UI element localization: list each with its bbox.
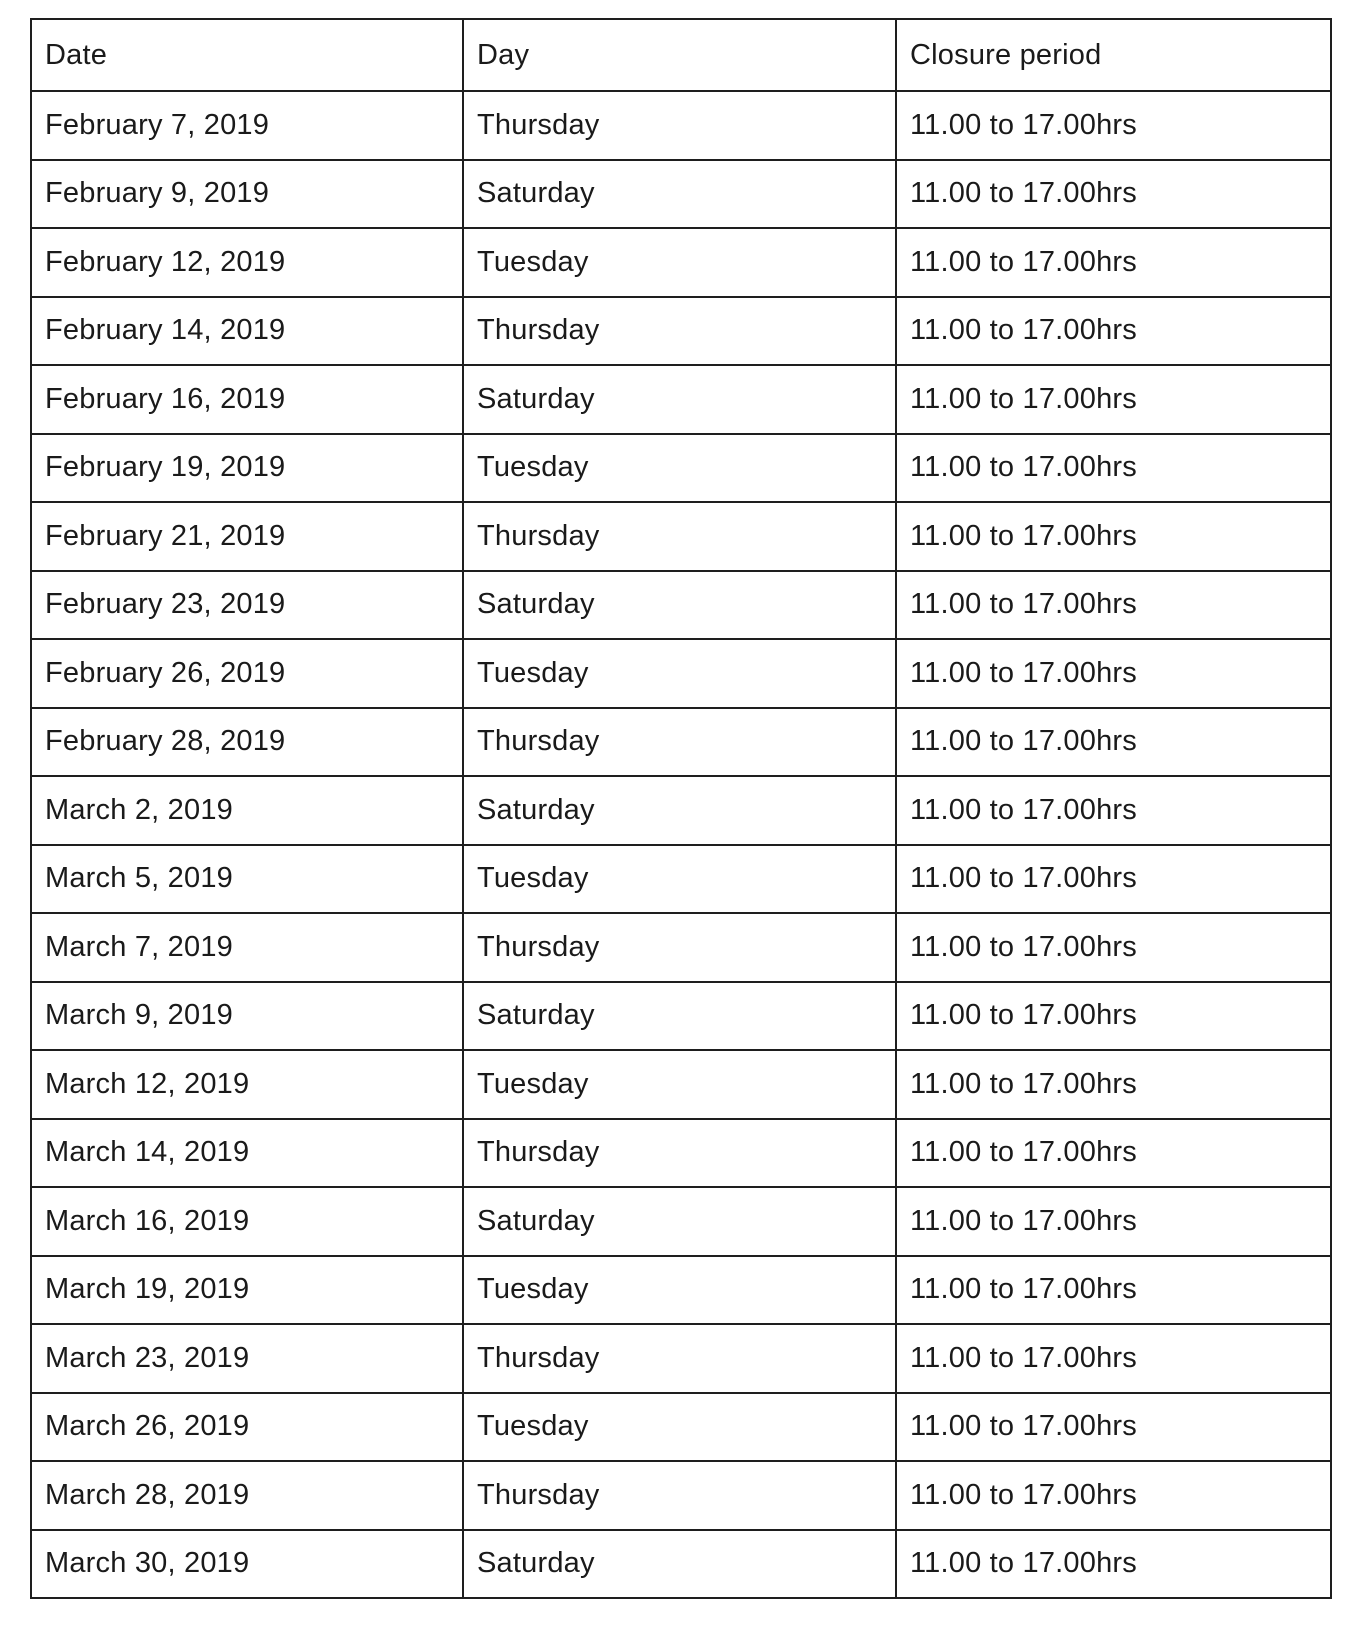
closure-period-cell: 11.00 to 17.00hrs xyxy=(896,776,1331,845)
table-row xyxy=(31,1324,1331,1393)
date-cell: March 19, 2019 xyxy=(31,1256,463,1325)
date-cell: March 16, 2019 xyxy=(31,1187,463,1256)
closure-period-cell: 11.00 to 17.00hrs xyxy=(896,845,1331,914)
closure-period-cell: 11.00 to 17.00hrs xyxy=(896,91,1331,160)
date-cell: February 12, 2019 xyxy=(31,228,463,297)
closure-schedule-table xyxy=(30,18,1332,1599)
day-cell: Tuesday xyxy=(463,228,896,297)
closure-period-cell: 11.00 to 17.00hrs xyxy=(896,639,1331,708)
day-cell: Saturday xyxy=(463,365,896,434)
closure-period-cell: 11.00 to 17.00hrs xyxy=(896,1256,1331,1325)
day-cell: Saturday xyxy=(463,982,896,1051)
closure-period-cell: 11.00 to 17.00hrs xyxy=(896,160,1331,229)
closure-period-cell: 11.00 to 17.00hrs xyxy=(896,982,1331,1051)
date-cell: March 5, 2019 xyxy=(31,845,463,914)
table-body xyxy=(31,19,1331,1598)
date-cell: March 14, 2019 xyxy=(31,1119,463,1188)
table-row xyxy=(31,228,1331,297)
date-cell: February 9, 2019 xyxy=(31,160,463,229)
day-cell: Thursday xyxy=(463,1324,896,1393)
table-row xyxy=(31,1187,1331,1256)
date-cell: February 28, 2019 xyxy=(31,708,463,777)
day-cell: Saturday xyxy=(463,1187,896,1256)
table-row xyxy=(31,1050,1331,1119)
closure-period-cell: 11.00 to 17.00hrs xyxy=(896,502,1331,571)
closure-period-cell: 11.00 to 17.00hrs xyxy=(896,913,1331,982)
date-cell: February 23, 2019 xyxy=(31,571,463,640)
closure-period-cell: 11.00 to 17.00hrs xyxy=(896,297,1331,366)
closure-period-cell: 11.00 to 17.00hrs xyxy=(896,365,1331,434)
day-cell: Saturday xyxy=(463,160,896,229)
day-cell: Saturday xyxy=(463,776,896,845)
date-cell: March 28, 2019 xyxy=(31,1461,463,1530)
table-row xyxy=(31,91,1331,160)
day-cell: Thursday xyxy=(463,91,896,160)
closure-period-cell: 11.00 to 17.00hrs xyxy=(896,1050,1331,1119)
table-row xyxy=(31,1530,1331,1599)
closure-period-cell: 11.00 to 17.00hrs xyxy=(896,1530,1331,1599)
table-row xyxy=(31,434,1331,503)
day-cell: Thursday xyxy=(463,502,896,571)
table-row xyxy=(31,502,1331,571)
date-cell: February 19, 2019 xyxy=(31,434,463,503)
day-cell: Saturday xyxy=(463,571,896,640)
date-cell: February 21, 2019 xyxy=(31,502,463,571)
day-cell: Tuesday xyxy=(463,1256,896,1325)
date-cell: February 16, 2019 xyxy=(31,365,463,434)
date-cell: March 2, 2019 xyxy=(31,776,463,845)
day-cell: Thursday xyxy=(463,297,896,366)
closure-period-cell: 11.00 to 17.00hrs xyxy=(896,1324,1331,1393)
closure-period-cell: 11.00 to 17.00hrs xyxy=(896,434,1331,503)
closure-period-cell: 11.00 to 17.00hrs xyxy=(896,1461,1331,1530)
day-cell: Saturday xyxy=(463,1530,896,1599)
day-cell: Tuesday xyxy=(463,1393,896,1462)
table-row xyxy=(31,571,1331,640)
day-cell: Tuesday xyxy=(463,1050,896,1119)
day-cell: Thursday xyxy=(463,1119,896,1188)
table-row xyxy=(31,297,1331,366)
closure-period-cell: 11.00 to 17.00hrs xyxy=(896,571,1331,640)
date-cell: March 9, 2019 xyxy=(31,982,463,1051)
day-cell: Tuesday xyxy=(463,434,896,503)
table-row xyxy=(31,1256,1331,1325)
closure-period-cell: 11.00 to 17.00hrs xyxy=(896,1187,1331,1256)
day-cell: Thursday xyxy=(463,913,896,982)
date-cell: March 30, 2019 xyxy=(31,1530,463,1599)
date-cell: March 12, 2019 xyxy=(31,1050,463,1119)
table-row xyxy=(31,1461,1331,1530)
table-row xyxy=(31,160,1331,229)
day-cell: Tuesday xyxy=(463,639,896,708)
date-cell: March 23, 2019 xyxy=(31,1324,463,1393)
closure-period-cell: 11.00 to 17.00hrs xyxy=(896,228,1331,297)
header-date: Date xyxy=(31,19,463,91)
closure-period-cell: 11.00 to 17.00hrs xyxy=(896,1393,1331,1462)
day-cell: Tuesday xyxy=(463,845,896,914)
table-row xyxy=(31,776,1331,845)
table-row xyxy=(31,845,1331,914)
date-cell: March 26, 2019 xyxy=(31,1393,463,1462)
table-row xyxy=(31,1393,1331,1462)
date-cell: February 14, 2019 xyxy=(31,297,463,366)
header-day: Day xyxy=(463,19,896,91)
day-cell: Thursday xyxy=(463,708,896,777)
table-header-row xyxy=(31,19,1331,91)
table-row xyxy=(31,708,1331,777)
closure-period-cell: 11.00 to 17.00hrs xyxy=(896,1119,1331,1188)
table-row xyxy=(31,365,1331,434)
table-row xyxy=(31,913,1331,982)
date-cell: February 7, 2019 xyxy=(31,91,463,160)
day-cell: Thursday xyxy=(463,1461,896,1530)
table-row xyxy=(31,639,1331,708)
table-row xyxy=(31,982,1331,1051)
closure-period-cell: 11.00 to 17.00hrs xyxy=(896,708,1331,777)
date-cell: February 26, 2019 xyxy=(31,639,463,708)
table-row xyxy=(31,1119,1331,1188)
header-closure-period: Closure period xyxy=(896,19,1331,91)
date-cell: March 7, 2019 xyxy=(31,913,463,982)
